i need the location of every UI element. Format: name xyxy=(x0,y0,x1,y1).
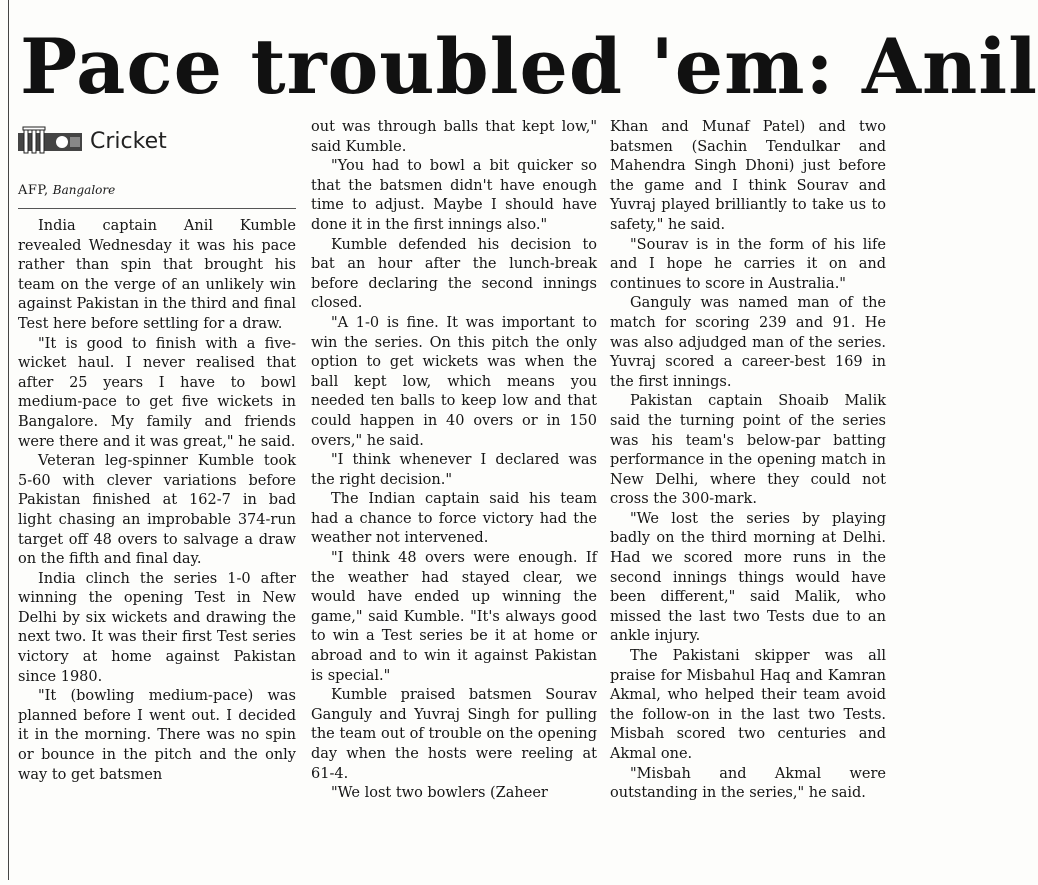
byline-place: Bangalore xyxy=(52,183,116,197)
byline-divider xyxy=(18,208,296,209)
article-paragraph: "I think 48 overs were enough. If the weather had stayed clear, we would have ended up winning the game," said Kumble. "It's always good to win a Test series be it at home or abroad and to win it against Pakistan is special." xyxy=(311,550,597,684)
headline: Pace troubled 'em: Anil xyxy=(20,22,1038,111)
article-paragraph: out was through balls that kept low," said Kumble. xyxy=(311,119,597,155)
cricket-stumps-icon xyxy=(18,127,84,155)
article-paragraph: Pakistan captain Shoaib Malik said the turning point of the series was his team's below-par batting performance in the opening match in New Delhi, where they could not cross the 300-mark. xyxy=(610,393,886,508)
article-paragraph: India captain Anil Kumble revealed Wednesday it was his pace rather than spin that brought his team on the verge of an unlikely win against Pakistan in the third and final Test here before settling for a draw. xyxy=(18,218,296,332)
article-column-3 xyxy=(610,118,886,804)
article-paragraph: "A 1-0 is fine. It was important to win the series. On this pitch the only option to get wickets was when the ball kept low, which means you needed ten balls to keep low and that could happen in 40 overs or in 150 overs," he said. xyxy=(311,314,597,449)
article-paragraph: Khan and Munaf Patel) and two batsmen (Sachin Tendulkar and Mahendra Singh Dhoni) just before the game and I think Sourav and Yuvraj played brilliantly to take us to safety," he said. xyxy=(610,119,886,233)
article-paragraph: The Indian captain said his team had a chance to force victory had the weather not intervened. xyxy=(311,491,597,547)
article-paragraph: Kumble defended his decision to bat an hour after the lunch-break before declaring the second innings closed. xyxy=(311,236,597,312)
article-paragraph: "It (bowling medium-pace) was planned before I went out. I decided it in the morning. There was no spin or bounce in the pitch and the only way to get batsmen xyxy=(18,688,296,783)
article-paragraph: "We lost two bowlers (Zaheer xyxy=(331,785,548,802)
article-paragraph: Veteran leg-spinner Kumble took 5-60 with clever variations before Pakistan finished at 162-7 in bad light chasing an improbable 374-run target off 48 overs to salvage a draw on the fifth and final day. xyxy=(18,453,296,568)
article-column-1 xyxy=(18,217,296,785)
article-paragraph: Ganguly was named man of the match for scoring 239 and 91. He was also adjudged man of the series. Yuvraj scored a career-best 169 in the first innings. xyxy=(610,295,886,390)
article-paragraph: Kumble praised batsmen Sourav Ganguly and Yuvraj Singh for pulling the team out of trouble on the opening day when the hosts were reeling at 61-4. xyxy=(311,687,597,782)
article-paragraph: "It is good to finish with a five-wicket haul. I never realised that after 25 years I have to bowl medium-pace to get five wickets in Bangalore. My family and friends were there and it was great," he said. xyxy=(18,335,296,450)
article-paragraph: "Sourav is in the form of his life and I hope he carries it on and continues to score in Australia." xyxy=(610,236,886,292)
section-label: Cricket xyxy=(90,128,167,154)
article-paragraph: "Misbah and Akmal were outstanding in the series," he said. xyxy=(610,765,886,802)
article-paragraph: India clinch the series 1-0 after winning the opening Test in New Delhi by six wickets and drawing the next two. It was their first Test series victory at home against Pakistan since 1980. xyxy=(18,570,296,685)
byline xyxy=(18,183,115,198)
article-paragraph: "We lost the series by playing badly on the third morning at Delhi. Had we scored more runs in the second innings things would have been different," said Malik, who missed the last two Tests due to an ankle injury. xyxy=(610,510,886,645)
byline-agency: AFP, xyxy=(18,183,49,198)
article-column-2 xyxy=(311,118,597,804)
article-paragraph: The Pakistani skipper was all praise for Misbahul Haq and Kamran Akmal, who helped their team avoid the follow-on in the last two Tests. Misbah scored two centuries and Akmal one. xyxy=(610,648,886,762)
article-paragraph: "You had to bowl a bit quicker so that the batsmen didn't have enough time to adjust. Maybe I should have done it in the first innings also." xyxy=(311,158,597,233)
article-paragraph: "I think whenever I declared was the right decision." xyxy=(311,452,597,488)
section-kicker xyxy=(18,124,167,158)
